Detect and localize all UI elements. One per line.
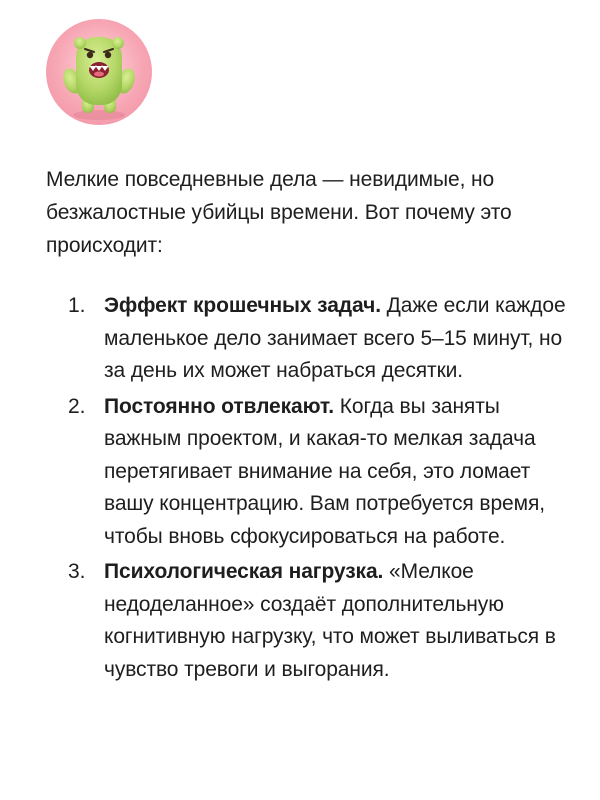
- list-item-title: Психологическая нагрузка.: [104, 560, 384, 583]
- avatar[interactable]: [46, 19, 152, 125]
- list-item-title: Постоянно отвлекают.: [104, 394, 335, 418]
- list-item-text: Когда вы заняты важным проектом, и какая-то мелкая задача перетягивает внимание на себя, это ломает вашу концентрацию. Вам потребуется время, чтобы вновь сфокусироваться на работе.: [104, 394, 545, 548]
- list-item-number: 1.: [68, 294, 86, 317]
- list-item-text: «Мелкое недоделанное» создаёт дополнительную когнитивную нагрузку, что может выливаться в чувство тревоги и выгорания.: [104, 560, 556, 681]
- list-item-text: Даже если каждое маленькое дело занимает всего 5–15 минут, но за день их может набраться десятки.: [104, 294, 566, 382]
- list-item: [46, 290, 566, 388]
- green-monster-icon: [46, 19, 152, 125]
- list-item: [46, 556, 566, 686]
- list-item-title: Эффект крошечных задач.: [104, 294, 381, 317]
- list-item-number: 3.: [68, 560, 86, 583]
- intro-text: Мелкие повседневные дела — невидимые, но безжалостные убийцы времени. Вот почему это происходит:: [46, 168, 512, 257]
- list-item: [46, 391, 566, 554]
- reasons-list: [46, 290, 566, 689]
- list-item-number: 2.: [68, 394, 86, 418]
